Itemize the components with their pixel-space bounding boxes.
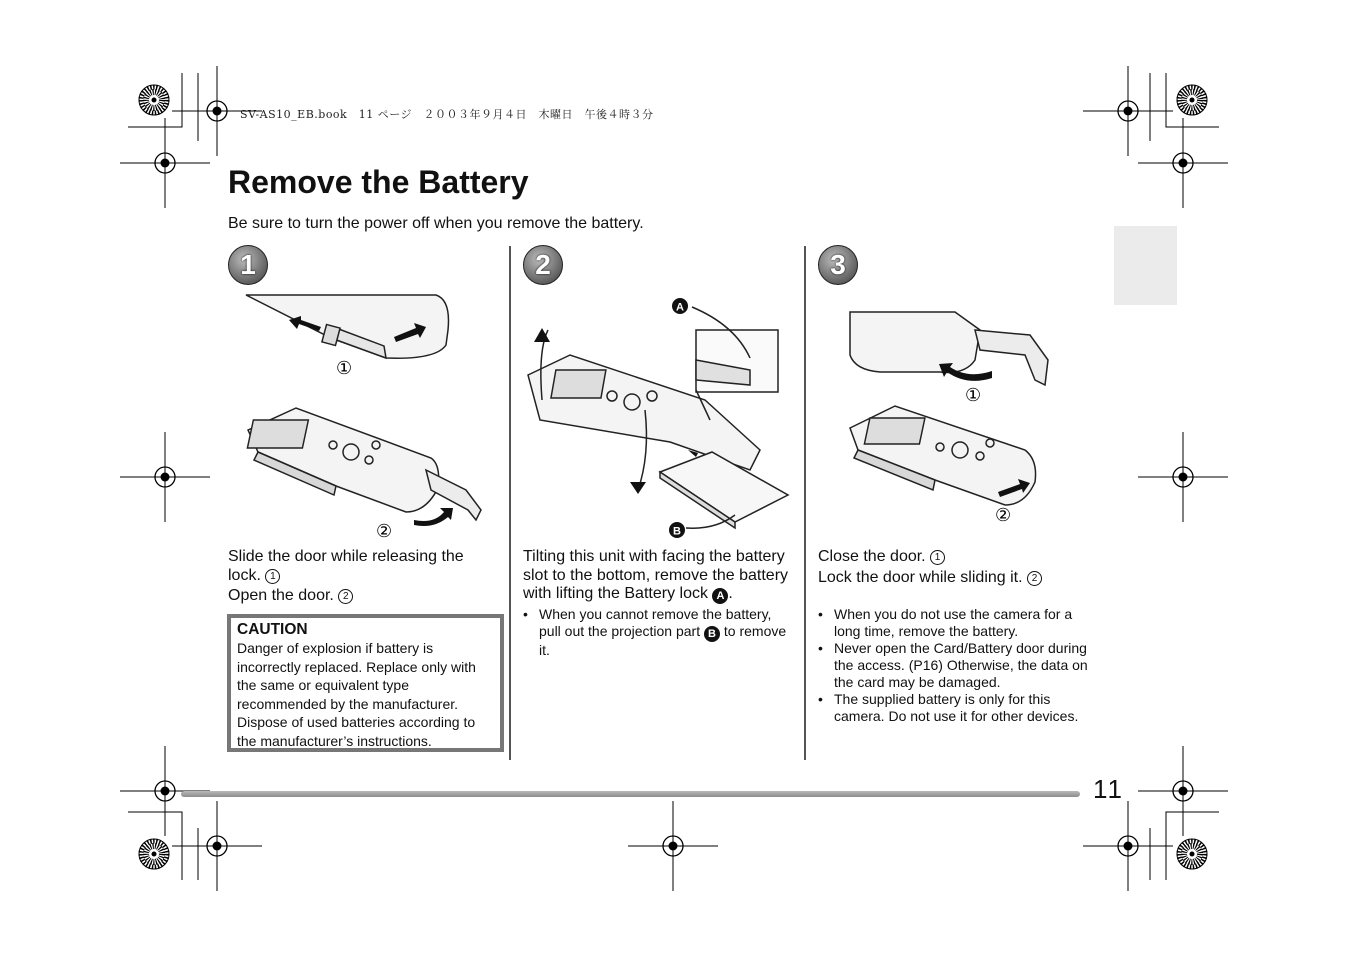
step-2-marker-b: B	[673, 525, 681, 538]
step-3-badge: 3	[818, 245, 858, 285]
page-number: 11	[1093, 774, 1124, 804]
column-divider-1	[509, 246, 511, 760]
print-file-info: SV-AS10_EB.book 11 ページ ２００３年９月４日 木曜日 午後４時３分	[240, 108, 654, 121]
step-2-badge: 2	[523, 245, 563, 285]
step-3-illustration	[840, 300, 1100, 540]
step-2-marker-a: A	[676, 301, 684, 314]
step-3-notes	[818, 606, 1096, 725]
list-item: • The supplied battery is only for this camera. Do not use it for other devices.	[818, 691, 1096, 725]
circled-number-marker: 2	[1027, 571, 1042, 586]
list-item: • Never open the Card/Battery door during the access. (P16) Otherwise, the data on the card may be damaged.	[818, 640, 1096, 691]
caution-title: CAUTION	[237, 621, 308, 638]
intro-text: Be sure to turn the power off when you remove the battery.	[228, 215, 644, 232]
circled-number-marker: 1	[930, 550, 945, 565]
marker-b-inline: B	[704, 626, 720, 642]
list-item: • When you do not use the camera for a long time, remove the battery.	[818, 606, 1096, 640]
step-2-notes	[523, 606, 793, 659]
circled-number-marker: 1	[265, 569, 280, 584]
step-2-instructions	[523, 548, 793, 659]
column-divider-2	[804, 246, 806, 760]
step-1-illustration	[236, 290, 486, 550]
step-3-marker-1: ①	[965, 385, 982, 406]
caution-body: Danger of explosion if battery is incorrectly replaced. Replace only with the same or equivalent type recommended by the manufacturer. Dispose of used batteries according to the manufacturer’s instructions.	[237, 640, 476, 749]
step-1-instructions	[228, 548, 493, 608]
circled-number-marker: 2	[338, 589, 353, 604]
step-3-line-2: Lock the door while sliding it. 2	[818, 569, 1096, 588]
page-title: Remove the Battery	[228, 164, 529, 200]
step-1-line-2: Open the door. 2	[228, 587, 493, 606]
marker-a-inline: A	[712, 588, 728, 604]
step-3-instructions	[818, 548, 1096, 725]
step-3-line-1: Close the door. 1	[818, 548, 1096, 567]
step-2-illustration	[520, 290, 790, 540]
step-3-marker-2: ②	[995, 505, 1012, 526]
side-thumb-tab	[1114, 226, 1177, 305]
step-1-marker-1: ①	[336, 358, 353, 379]
step-1-line-1: Slide the door while releasing the lock. 1	[228, 548, 464, 584]
caution-box	[227, 614, 504, 752]
step-1-badge: 1	[228, 245, 268, 285]
list-item: • When you cannot remove the battery, pull out the projection part B to remove it.	[523, 606, 793, 659]
footer-bar	[181, 791, 1080, 797]
step-2-line: Tilting this unit with facing the battery slot to the bottom, remove the battery with lifting the Battery lock A .	[523, 548, 789, 602]
step-1-marker-2: ②	[376, 521, 393, 542]
